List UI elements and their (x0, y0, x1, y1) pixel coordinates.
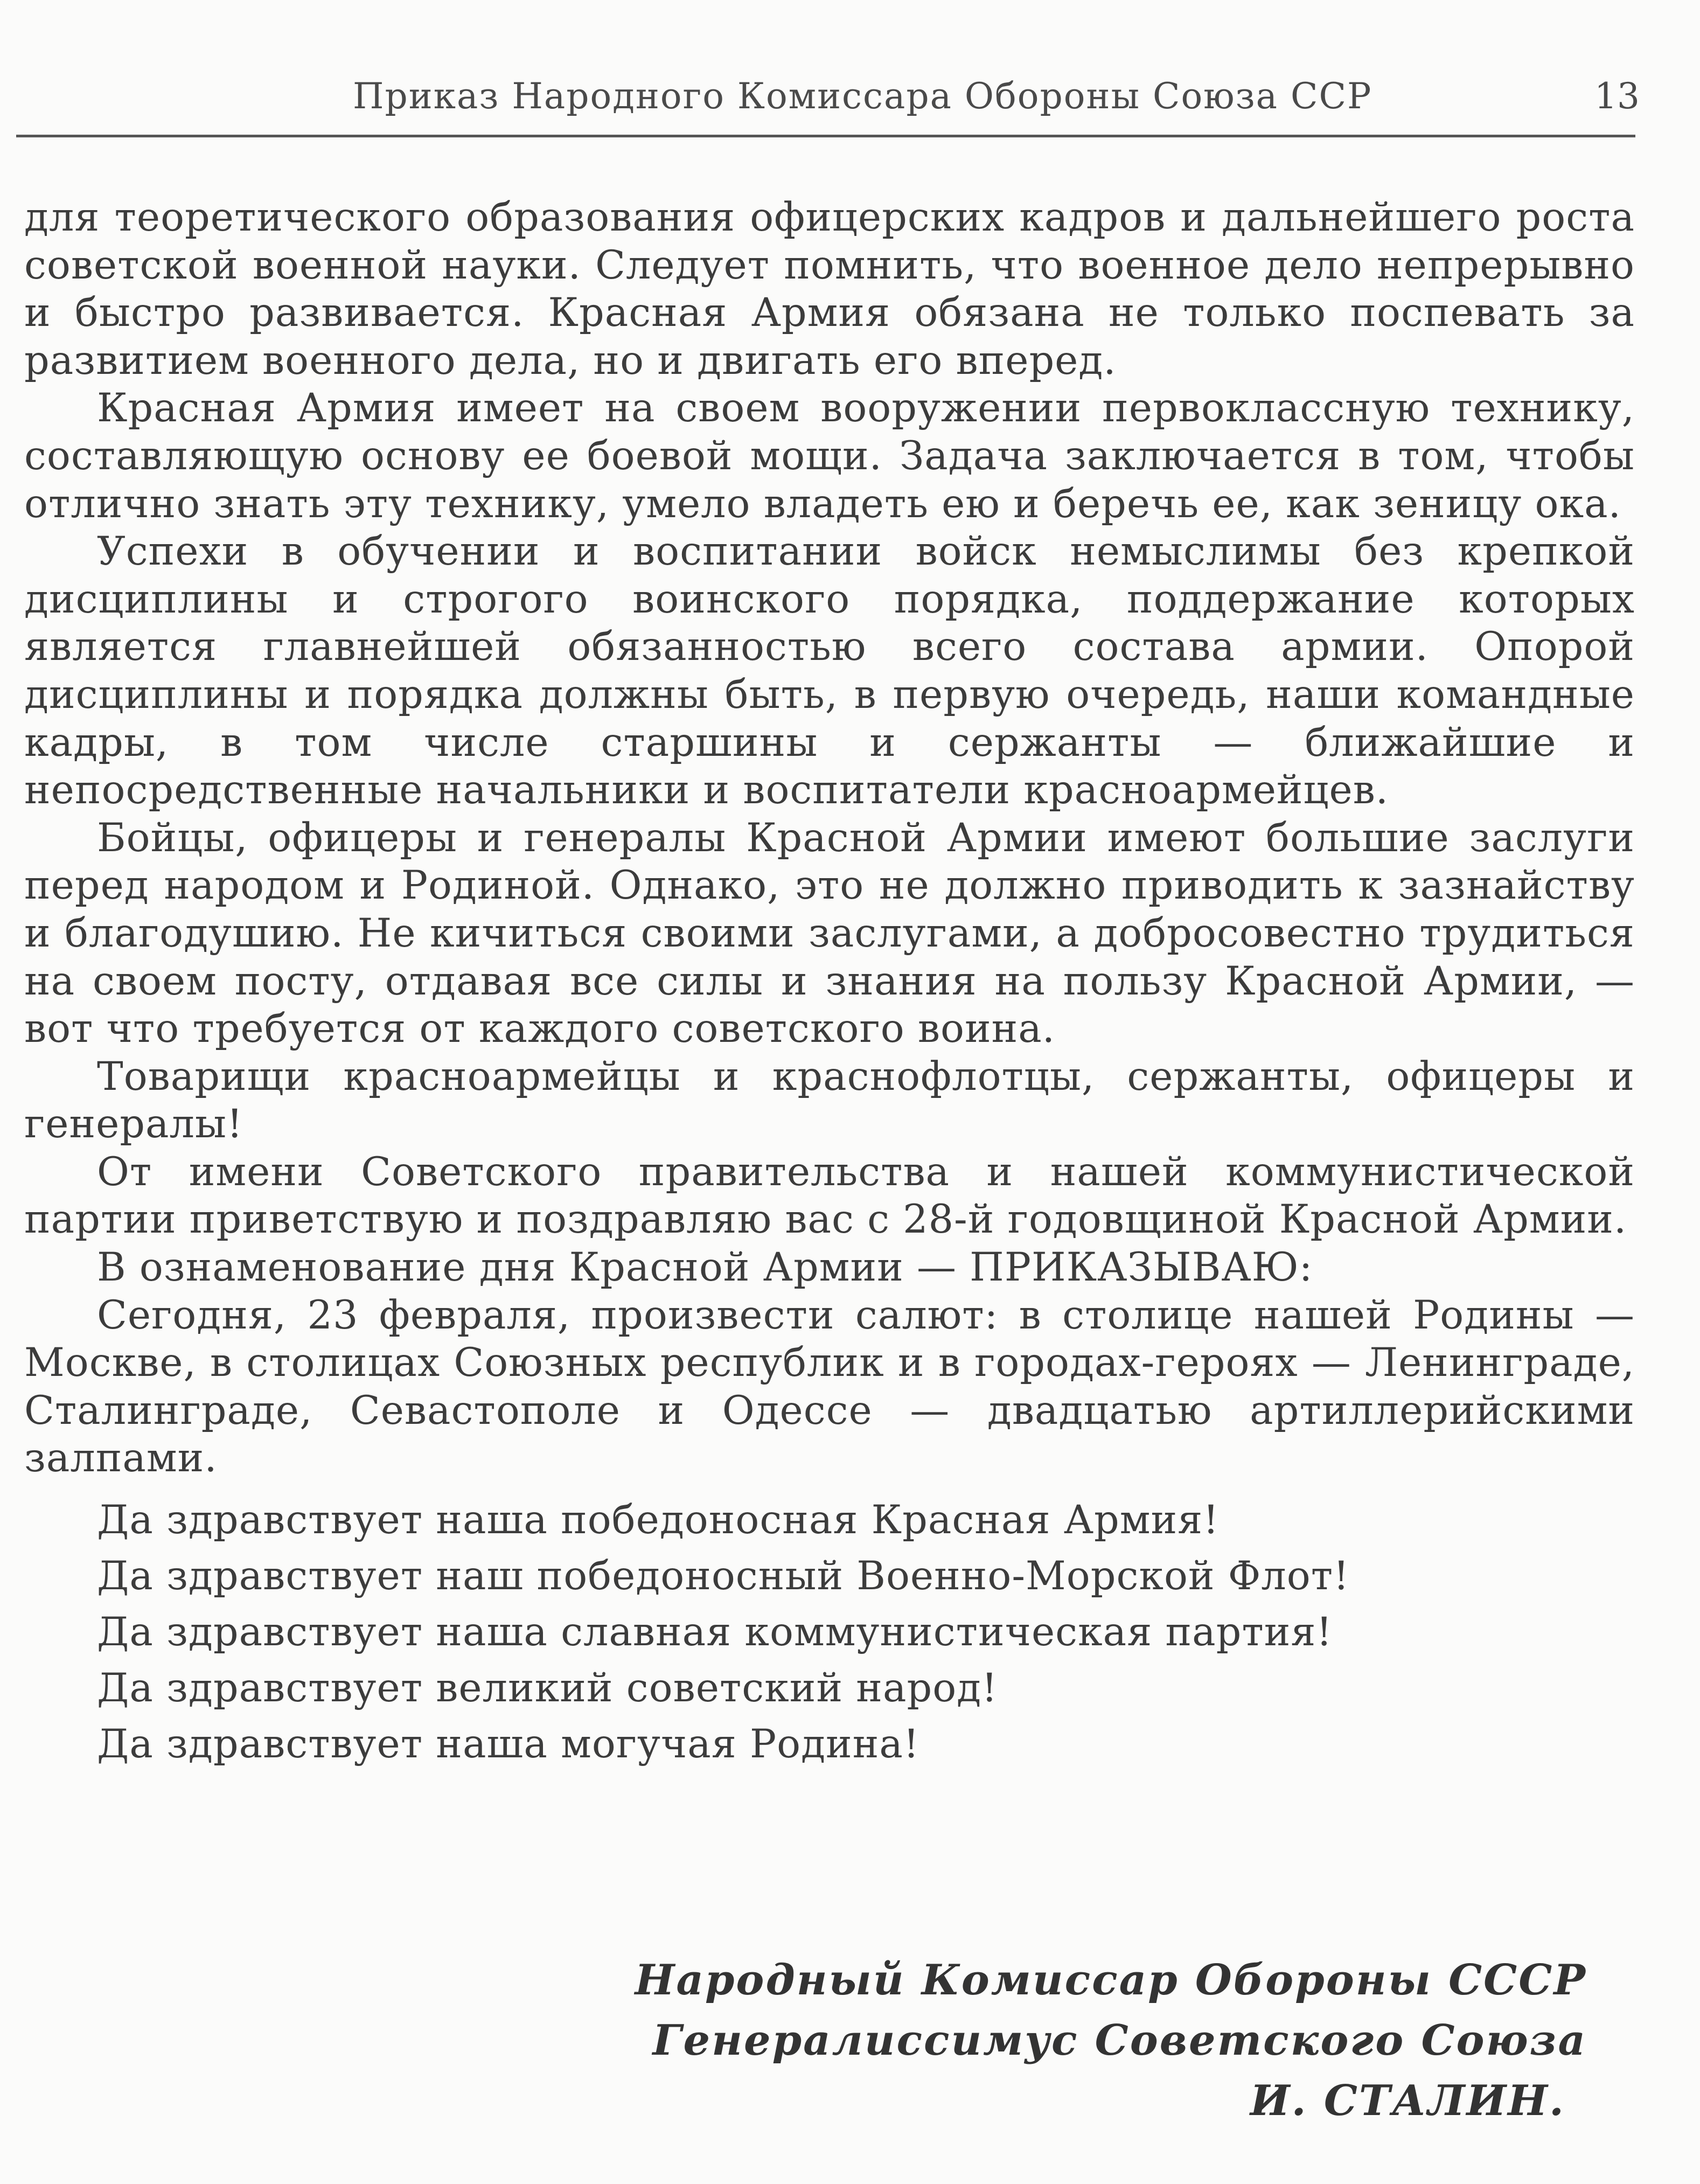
slogan-item: Да здравствует наша могучая Родина! (97, 1721, 920, 1768)
slogan-item: Да здравствует наш победоносный Военно-Морской Флот! (97, 1553, 1350, 1599)
paragraph-salute: Сегодня, 23 февраля, произвести салют: в столице нашей Родины — Москве, в столицах Союзных республик и в городах-героях — Ленинграде, Сталинграде, Севастополе и Одессе — двадцатью артиллерийскими залпами. (24, 1292, 1635, 1481)
page-number: 13 (1594, 75, 1640, 117)
slogan-item: Да здравствует наша победоносная Красная Армия! (97, 1497, 1220, 1543)
paragraph-greeting: От имени Советского правительства и нашей коммунистической партии приветствую и поздравляю вас с 28-й годовщиной Красной Армии. (24, 1149, 1635, 1243)
paragraph-order-heading: В ознаменование дня Красной Армии — ПРИКАЗЫВАЮ: (97, 1244, 1313, 1291)
slogan-item: Да здравствует великий советский народ! (97, 1665, 998, 1712)
paragraph-discipline: Успехи в обучении и воспитании войск немыслимы без крепкой дисциплины и строгого воинского порядка, поддержание которых является главнейшей обязанностью всего состава армии. Опорой дисциплины и порядка должны быть, в первую очередь, наши командные кадры, в том числе старшины и сержанты — ближайшие и непосредственные начальники и воспитатели красноармейцев. (24, 528, 1635, 813)
order-body-text (24, 194, 1635, 1772)
signature-name: И. СТАЛИН. (1250, 2076, 1565, 2125)
paragraph-merits: Бойцы, офицеры и генералы Красной Армии имеют большие заслуги перед народом и Родиной. Однако, это не должно приводить к зазнайству и благодушию. Не кичиться своими заслугами, а добросовестно трудиться на своем посту, отдавая все силы и знания на пользу Красной Армии, — вот что требуется от каждого советского воина. (24, 815, 1635, 1052)
signature-block (635, 1950, 1587, 2131)
slogans-list (24, 1492, 1635, 1772)
running-head-title: Приказ Народного Комиссара Обороны Союза ССР (353, 75, 1372, 117)
slogan-item: Да здравствует наша славная коммунистическая партия! (97, 1609, 1333, 1656)
signature-title-line-2: Генералиссимус Советского Союза (652, 2016, 1587, 2065)
paragraph-address: Товарищи красноармейцы и краснофлотцы, сержанты, офицеры и генералы! (24, 1053, 1635, 1147)
paragraph-technique: Красная Армия имеет на своем вооружении первоклассную технику, составляющую основу ее боевой мощи. Задача заключается в том, чтобы отлично знать эту технику, умело владеть ею и беречь ее, как зеницу ока. (24, 385, 1635, 527)
header-rule-divider (16, 135, 1635, 137)
signature-title-line-1: Народный Комиссар Обороны СССР (635, 1956, 1587, 2005)
paragraph-continuation: для теоретического образования офицерских кадров и дальнейшего роста советской военной науки. Следует помнить, что военное дело непрерывно и быстро развивается. Красная Армия обязана не только поспевать за развитием военного дела, но и двигать его вперед. (24, 194, 1635, 384)
